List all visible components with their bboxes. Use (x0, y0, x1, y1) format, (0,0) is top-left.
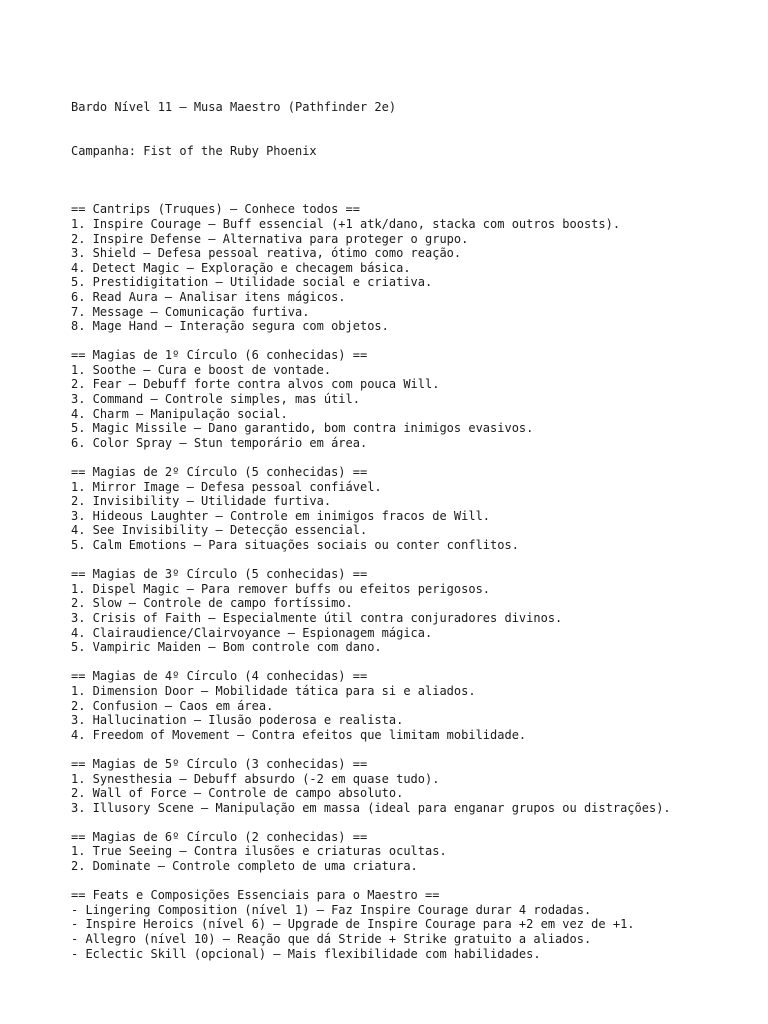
list-item: 2. Inspire Defense – Alternativa para proteger o grupo. (71, 231, 469, 246)
list-item: 1. Soothe – Cura e boost de vontade. (71, 362, 332, 377)
section-heading: == Feats e Composições Essenciais para o Maestro == (71, 888, 440, 903)
list-item: 3. Illusory Scene – Manipulação em massa (ideal para enganar grupos ou distrações). (71, 800, 671, 815)
list-item: - Inspire Heroics (nível 6) – Upgrade de Inspire Courage para +2 em vez de +1. (71, 917, 635, 932)
list-item: 4. See Invisibility – Detecção essencial. (71, 523, 368, 538)
list-item: 2. Invisibility – Utilidade furtiva. (71, 494, 332, 509)
list-item: 5. Calm Emotions – Para situações sociais ou conter conflitos. (71, 538, 519, 552)
list-item: 1. True Seeing – Contra ilusões e criaturas ocultas. (71, 844, 447, 859)
campaign-line: Campanha: Fist of the Ruby Phoenix (71, 143, 317, 158)
document-title: Bardo Nível 11 – Musa Maestro (Pathfinder 2e) (71, 100, 397, 115)
list-item: 1. Synesthesia – Debuff absurdo (-2 em quase tudo). (71, 771, 440, 786)
list-item: 2. Fear – Debuff forte contra alvos com pouca Will. (71, 377, 440, 392)
section-block (71, 567, 748, 655)
list-item: 4. Detect Magic – Exploração e checagem básica. (71, 260, 411, 275)
list-item: 4. Freedom of Movement – Contra efeitos que limitam mobilidade. (71, 727, 527, 742)
list-item: 3. Crisis of Faith – Especialmente útil contra conjuradores divinos. (71, 610, 563, 625)
list-item: 2. Wall of Force – Controle de campo absoluto. (71, 786, 404, 801)
section-block (71, 830, 748, 874)
section-heading: == Magias de 1º Círculo (6 conhecidas) == (71, 348, 368, 363)
list-item: 2. Slow – Controle de campo fortíssimo. (71, 596, 353, 611)
list-item: 2. Dominate – Controle completo de uma criatura. (71, 859, 418, 874)
section-heading: == Magias de 3º Círculo (5 conhecidas) == (71, 567, 368, 582)
list-item: 3. Shield – Defesa pessoal reativa, ótimo como reação. (71, 246, 462, 261)
list-item: 6. Read Aura – Analisar itens mágicos. (71, 289, 346, 304)
list-item: 3. Hideous Laughter – Controle em inimigos fracos de Will. (71, 508, 491, 523)
list-item: 1. Mirror Image – Defesa pessoal confiável. (71, 479, 382, 494)
list-item: - Allegro (nível 10) – Reação que dá Stride + Strike gratuito a aliados. (71, 932, 592, 947)
list-item: 6. Color Spray – Stun temporário em área. (71, 435, 368, 450)
list-item: 8. Mage Hand – Interação segura com objetos. (71, 319, 389, 334)
sections-container (71, 202, 748, 961)
section-heading: == Cantrips (Truques) – Conhece todos == (71, 202, 360, 217)
section-block (71, 888, 748, 961)
section-block (71, 348, 748, 450)
section-block (71, 465, 748, 553)
section-block (71, 757, 748, 815)
section-heading: == Magias de 4º Círculo (4 conhecidas) == (71, 669, 368, 684)
list-item: 1. Dispel Magic – Para remover buffs ou efeitos perigosos. (71, 581, 491, 596)
list-item: 3. Command – Controle simples, mas útil. (71, 392, 360, 407)
list-item: 1. Dimension Door – Mobilidade tática para si e aliados. (71, 683, 476, 698)
list-item: 4. Clairaudience/Clairvoyance – Espionagem mágica. (71, 625, 433, 640)
list-item: 2. Confusion – Caos em área. (71, 698, 274, 713)
list-item: - Eclectic Skill (opcional) – Mais flexibilidade com habilidades. (71, 946, 541, 961)
section-block (71, 202, 748, 333)
list-item: 5. Vampiric Maiden – Bom controle com dano. (71, 640, 382, 655)
list-item: - Lingering Composition (nível 1) – Faz Inspire Courage durar 4 rodadas. (71, 902, 592, 917)
section-heading: == Magias de 6º Círculo (2 conhecidas) == (71, 829, 368, 844)
list-item: 1. Inspire Courage – Buff essencial (+1 atk/dano, stacka com outros boosts). (71, 216, 621, 231)
list-item: 5. Prestidigitation – Utilidade social e criativa. (71, 275, 433, 290)
list-item: 4. Charm – Manipulação social. (71, 406, 288, 421)
list-item: 3. Hallucination – Ilusão poderosa e realista. (71, 713, 404, 728)
section-heading: == Magias de 5º Círculo (3 conhecidas) == (71, 756, 368, 771)
list-item: 5. Magic Missile – Dano garantido, bom contra inimigos evasivos. (71, 421, 534, 436)
list-item: 7. Message – Comunicação furtiva. (71, 304, 310, 319)
section-heading: == Magias de 2º Círculo (5 conhecidas) == (71, 465, 368, 480)
document-page (71, 71, 748, 976)
section-block (71, 669, 748, 742)
